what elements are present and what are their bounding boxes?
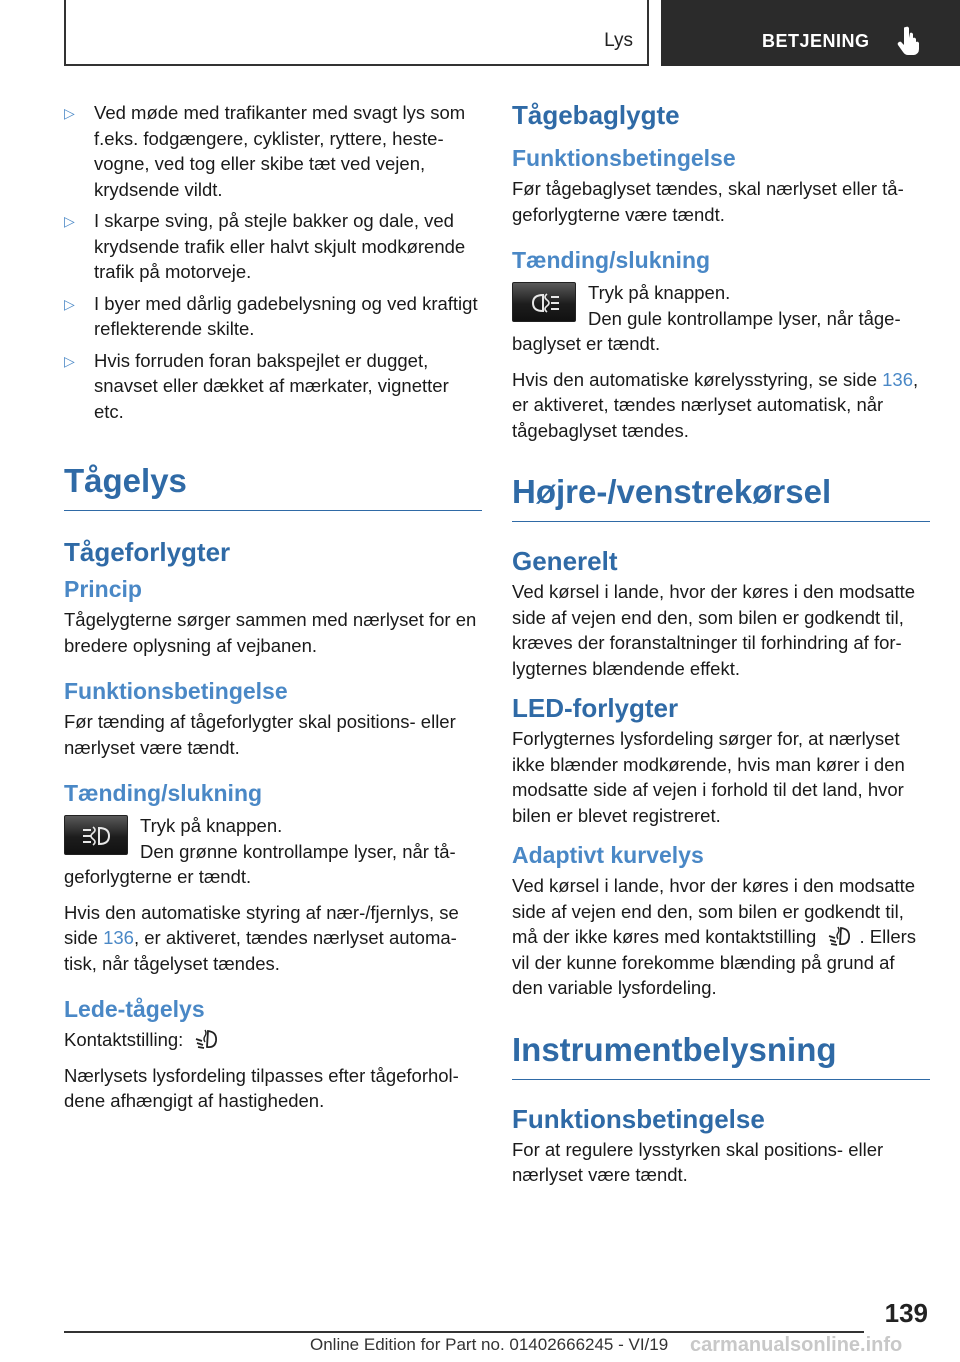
heading-lede-taagelys: Lede-tågelys <box>64 996 205 1022</box>
rear-auto-text: Hvis den automatiske kørelysstyring, se side 136, er aktiveret, tændes nærlyset automatisk, når tågebaglyset tændes. <box>512 368 919 441</box>
list-item: ▷ Hvis forruden foran bakspejlet er dugget, snavset eller dækket af mærkater, vignetter etc. <box>64 349 449 422</box>
fog-front-line1: Tryk på knappen. <box>140 815 283 836</box>
section-heading-hoejre-venstre: Højre-/venstrekørsel <box>512 473 930 522</box>
heading-princip: Princip <box>64 576 142 602</box>
fog-light-front-icon <box>64 815 128 855</box>
watermark: carmanualsonline.info <box>690 1334 903 1356</box>
section-heading-instrumentbelysning: Instrumentbelysning <box>512 1031 930 1080</box>
subsection-heading-taagebaglygte: Tågebaglygte <box>512 100 680 130</box>
page-link[interactable]: 136 <box>103 927 134 948</box>
hand-pointer-icon <box>897 25 923 55</box>
subsection-heading-led: LED-forlygter <box>512 693 679 723</box>
header-section-box <box>661 0 960 66</box>
footer-divider <box>64 1331 864 1333</box>
fog-front-line2: Den grønne kontrollampe lyser, når tågeforlygterne er tændt. <box>64 840 456 887</box>
auto-text: Hvis den automatiske styring af nær-/fjernlys, se side 136, er aktiveret, tændes nærlyset automatisk, når tågelyset tændes. <box>64 901 459 974</box>
led-text: Forlygternes lysfordeling sørger for, at nærlyset ikke blænder modkørende, hvis man kører i den modsatte side af vejen i forhold til det land, hvor bilen er blevet registreret. <box>512 728 905 826</box>
bullet-triangle-icon: ▷ <box>64 295 75 312</box>
fog-rear-line1: Tryk på knappen. <box>588 282 731 303</box>
fog-rear-line2: Den gule kontrollampe lyser, når tågebaglyset er tændt. <box>512 307 901 354</box>
heading-funktionsbetingelse: Funktionsbetingelse <box>64 678 288 704</box>
subsection-heading-taageforlygter: Tågeforlygter <box>64 537 231 567</box>
lede-label: Kontaktstilling: <box>64 1027 482 1053</box>
adaptivt-text: Ved kørsel i lande, hvor der køres i den modsatte side af vejen end den, som bilen er godkendt til, må der ikke køres med kontaktstilling . Ellers vil der kunne forekomme blænding på grund af den variable lysfordeling. <box>512 875 917 998</box>
left-column <box>64 100 482 1114</box>
funktion-text: Før tænding af tågeforlygter skal positions- eller nærlyset være tændt. <box>64 711 456 758</box>
headlight-switch-icon <box>827 924 853 946</box>
generelt-text: Ved kørsel i lande, hvor der køres i den modsatte side af vejen end den, som bilen er godkendt til, kræves der foranstaltninger til forhindring af forlygternes blændende effekt. <box>512 581 916 679</box>
page-link[interactable]: 136 <box>882 368 914 390</box>
header-title: Lys <box>604 30 633 51</box>
instr-text: For at regulere lysstyrken skal positions- eller nærlyset være tændt. <box>512 1138 884 1185</box>
footer-edition: Online Edition for Part no. 01402666245 - VI/19 <box>310 1335 669 1354</box>
bullet-list <box>64 100 482 424</box>
section-heading-taagelys: Tågelys <box>64 462 482 511</box>
list-item: ▷ Ved møde med trafikanter med svagt lys som f.eks. fodgængere, cyklister, ryttere, hestevogne, ved tog eller skibe tæt ved vejen, krydsende vildt. <box>64 102 466 200</box>
heading-taending: Tænding/slukning <box>64 780 263 806</box>
subsection-heading-instr-funktion: Funktionsbetingelse <box>512 1103 765 1134</box>
bullet-triangle-icon: ▷ <box>64 213 75 229</box>
fog-light-rear-icon <box>512 282 576 322</box>
bullet-triangle-icon: ▷ <box>64 105 75 121</box>
bullet-triangle-icon: ▷ <box>64 352 75 369</box>
header-section: BETJENING <box>762 31 870 51</box>
subsection-heading-generelt: Generelt <box>512 546 618 576</box>
right-column <box>512 100 930 1188</box>
heading-adaptivt: Adaptivt kurvelys <box>512 842 704 868</box>
rear-funktion-text: Før tågebaglyset tændes, skal nærlyset eller tågeforlygterne være tændt. <box>512 178 904 225</box>
list-item: ▷ I skarpe sving, på stejle bakker og dale, ved krydsende trafik eller halvt skjult modkørende trafik på motorveje. <box>64 210 466 282</box>
princip-text: Tågelygterne sørger sammen med nærlyset for en bredere oplysning af vejbanen. <box>64 609 477 656</box>
heading-funktionsbetingelse-rear: Funktionsbetingelse <box>512 145 736 171</box>
fog-rear-button-row <box>512 280 930 357</box>
headlight-switch-icon <box>194 1027 220 1049</box>
header-title-box <box>64 0 649 66</box>
fog-front-button-row <box>64 813 482 890</box>
heading-taending-rear: Tænding/slukning <box>512 247 711 273</box>
page-number: 139 <box>884 1298 928 1328</box>
list-item: ▷ I byer med dårlig gadebelysning og ved kraftigt reflekterende skilte. <box>64 292 478 339</box>
lede-text: Nærlysets lysfordeling tilpasses efter tågeforholdene afhængigt af hastigheden. <box>64 1064 459 1111</box>
